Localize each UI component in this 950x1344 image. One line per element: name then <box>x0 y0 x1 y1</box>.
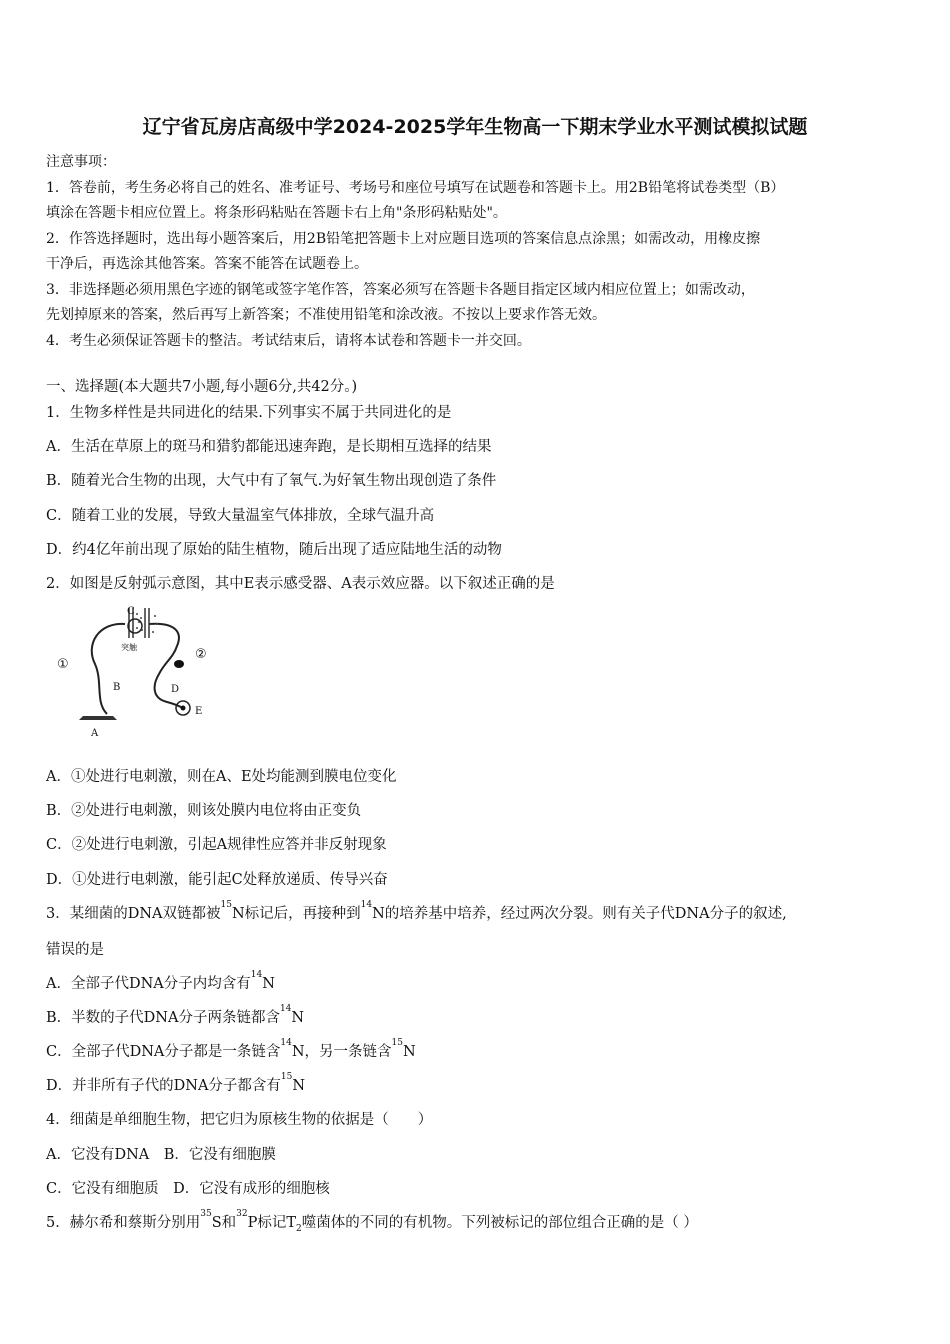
q3-stem: 3．某细菌的DNA双链都被$^{15}$N标记后，再接种到$^{14}$N的培养基中培养，经过两次分裂。则有关子代DNA分子的叙述, <box>46 900 787 922</box>
q3-stem-cont: 错误的是 <box>46 942 104 958</box>
fig-label-2: ② <box>195 647 207 662</box>
fig-label-b: B <box>113 682 121 693</box>
q3-option-c: C．全部子代DNA分子都是一条链含$^{14}$N，另一条链含$^{15}$N <box>46 1038 416 1060</box>
q2-option-a: A．①处进行电刺激，则在A、E处均能测到膜电位变化 <box>46 769 397 785</box>
note-2b: 干净后，再选涂其他答案。答案不能答在试题卷上。 <box>46 256 368 272</box>
fig-label-a: A <box>91 728 99 739</box>
q5-stem: 5．赫尔希和蔡斯分别用$^{35}$S和$^{32}$P标记$T_2$噬菌体的不同的有机物。下列被标记的部位组合正确的是（ ） <box>46 1209 698 1234</box>
q1-option-a: A．生活在草原上的斑马和猎豹都能迅速奔跑，是长期相互选择的结果 <box>46 439 492 455</box>
notes-heading: 注意事项： <box>46 154 116 170</box>
fig-label-1: ① <box>57 657 69 672</box>
q3-option-d: D．并非所有子代的DNA分子都含有$^{15}$N <box>46 1072 306 1094</box>
exam-notes <box>46 150 906 354</box>
q1-stem: 1．生物多样性是共同进化的结果.下列事实不属于共同进化的是 <box>46 405 452 421</box>
q2-option-b: B．②处进行电刺激，则该处膜内电位将由正变负 <box>46 803 362 819</box>
q1-option-d: D．约4亿年前出现了原始的陆生植物，随后出现了适应陆地生活的动物 <box>46 542 502 558</box>
q2-option-c: C．②处进行电刺激，引起A规律性应答并非反射现象 <box>46 837 387 853</box>
note-4: 4．考生必须保证答题卡的整洁。考试结束后，请将本试卷和答题卡一并交回。 <box>46 332 531 349</box>
q3-option-a: A．全部子代DNA分子内均含有$^{14}$N <box>46 970 275 992</box>
fig-label-c: C <box>127 606 135 617</box>
note-3b: 先划掉原来的答案，然后再写上新答案；不准使用铅笔和涂改液。不按以上要求作答无效。 <box>46 307 606 323</box>
q4-options-cd: C．它没有细胞质 D．它没有成形的细胞核 <box>46 1181 330 1197</box>
fig-label-d: D <box>171 684 180 695</box>
note-1a: 1．答卷前，考生务必将自己的姓名、准考证号、考场号和座位号填写在试题卷和答题卡上。用2B铅笔将试卷类型（B） <box>46 179 785 196</box>
fig-label-synapse: 突触 <box>121 643 137 652</box>
fig-label-e: E <box>195 706 203 717</box>
q2-stem: 2．如图是反射弧示意图，其中E表示感受器、A表示效应器。以下叙述正确的是 <box>46 576 555 592</box>
note-1b: 填涂在答题卡相应位置上。将条形码粘贴在答题卡右上角"条形码粘贴处"。 <box>46 205 507 221</box>
q4-options-ab: A．它没有DNA B．它没有细胞膜 <box>46 1147 276 1163</box>
q2-option-d: D．①处进行电刺激，能引起C处释放递质、传导兴奋 <box>46 872 388 888</box>
q1-option-b: B．随着光合生物的出现，大气中有了氧气.为好氧生物出现创造了条件 <box>46 473 497 489</box>
section-heading: 一、选择题(本大题共7小题,每小题6分,共42分。) <box>46 379 358 395</box>
page-title: 辽宁省瓦房店高级中学2024-2025学年生物高一下期末学业水平测试模拟试题 <box>142 116 808 138</box>
q4-stem: 4．细菌是单细胞生物，把它归为原核生物的依据是（ ） <box>46 1112 433 1128</box>
note-2a: 2．作答选择题时，选出每小题答案后，用2B铅笔把答题卡上对应题目选项的答案信息点涂黑；如需改动，用橡皮擦 <box>46 230 761 247</box>
note-3a: 3．非选择题必须用黑色字迹的钢笔或签字笔作答，答案必须写在答题卡各题目指定区域内相应位置上；如需改动， <box>46 281 755 298</box>
reflex-arc-figure <box>55 602 220 742</box>
q1-option-c: C．随着工业的发展，导致大量温室气体排放，全球气温升高 <box>46 508 435 524</box>
q3-option-b: B．半数的子代DNA分子两条链都含$^{14}$N <box>46 1004 305 1026</box>
